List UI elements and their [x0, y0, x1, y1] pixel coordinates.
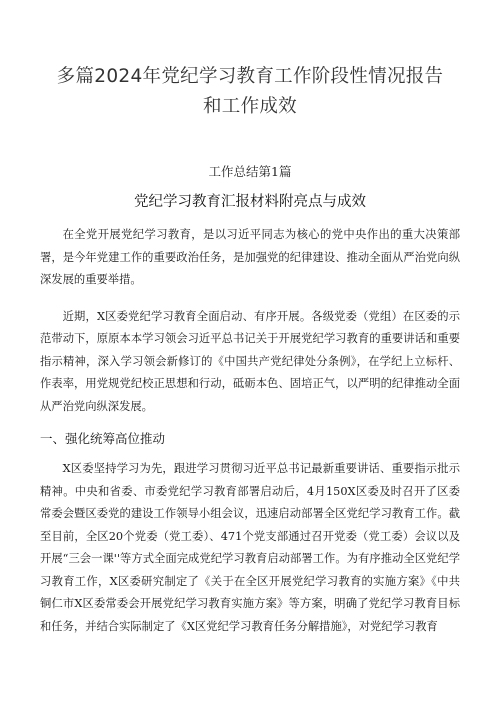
document-title: 多篇2024年党纪学习教育工作阶段性情况报告和工作成效	[56, 66, 444, 117]
paragraph-3: X区委坚持学习为先，跟进学习贯彻习近平总书记最新重要讲话、重要指示批示精神。中央和省委、市委党纪学习教育部署启动后，4月150X区委及时召开了区委常委会暨区委党的建设工作领导小组会议，迅速启动部署全区党纪学习教育工作。截至目前，全区20个党委（党工委）、471个党支部通过召开党委（党工委）会议以及开展“三会一课''等方式全面完成党纪学习教育启动部署工作。为有序推动全区党纪学习教育工作，X区委研究制定了《关于在全区开展党纪学习教育的实施方案》《中共铜仁市X区委常委会开展党纪学习教育实施方案》等方案，明确了党纪学习教育目标和任务，并结合实际制定了《X区党纪学习教育任务分解措施》，对党纪学习教育	[40, 462, 460, 633]
paragraph-1: 在全党开展党纪学习教育，是以习近平同志为核心的党中央作出的重大决策部署，是今年党建工作的重要政治任务，是加强党的纪律建设、推动全面从严治党向纵深发展的重要举措。	[40, 228, 460, 286]
section-title: 党纪学习教育汇报材料附亮点与成效	[134, 194, 366, 210]
chapter-label: 工作总结第1篇	[208, 164, 292, 179]
paragraph-2: 近期，X区委党纪学习教育全面启动、有序开展。各级党委（党组）在区委的示范带动下，原原本本学习领会习近平总书记关于开展党纪学习教育的重要讲话和重要指示精神，深入学习领会新修订的《中国共产党纪律处分条例》，在学纪上立标杆、作表率，用党规党纪校正思想和行动，砥砺本色、固培正气，以严明的纪律推动全面从严治党向纵深发展。	[40, 309, 460, 413]
heading-strengthen-coordination: 一、强化统筹高位推动	[40, 431, 166, 446]
